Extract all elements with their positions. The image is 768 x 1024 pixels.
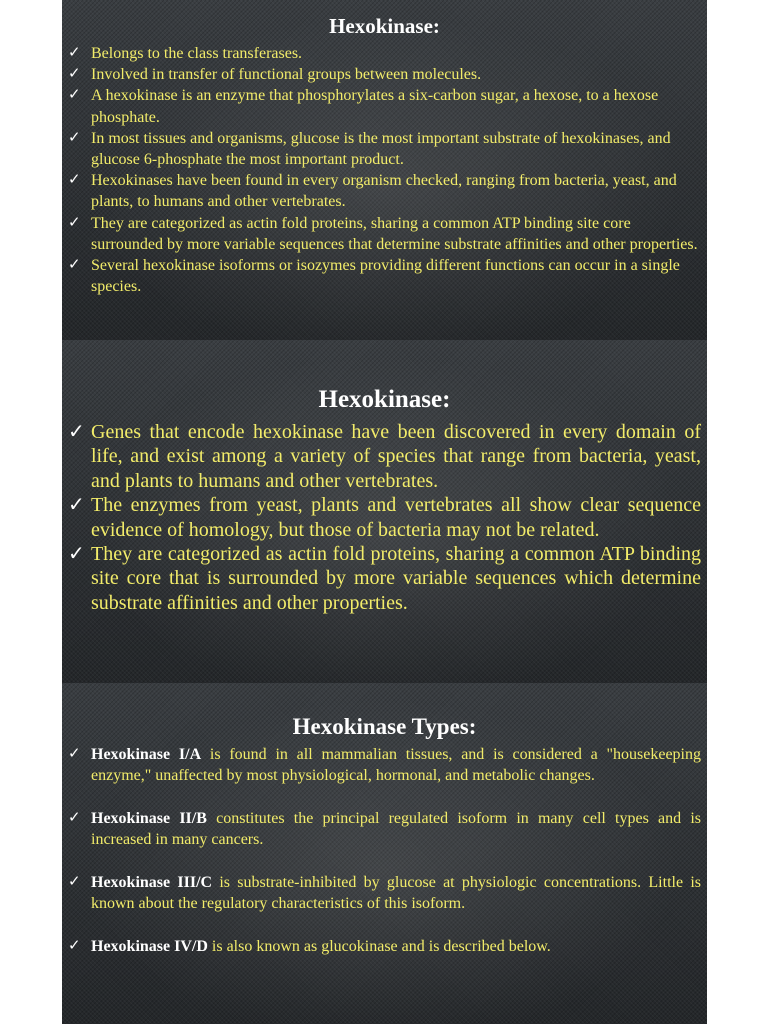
checkmark-icon: ✓ — [68, 421, 85, 443]
checkmark-icon: ✓ — [68, 494, 85, 517]
isoform-description: is also known as glucokinase and is described below. — [207, 938, 551, 955]
checkmark-icon: ✓ — [68, 129, 81, 146]
list-item — [68, 542, 701, 615]
list-item — [68, 170, 701, 212]
slide-title: Hexokinase Types: — [292, 714, 477, 739]
list-item — [68, 493, 701, 542]
checkmark-icon: ✓ — [68, 938, 81, 954]
list-item — [68, 420, 701, 493]
list-item-text: In most tissues and organisms, glucose is the most important substrate of hexokinases, and glucose 6-phosphate the most important product. — [91, 129, 671, 169]
isoform-description: is substrate-inhibited by glucose at physiologic concentrations. Little is known about the regulatory characteristics of this isoform. — [91, 874, 702, 912]
list-item-text: Involved in transfer of functional groups between molecules. — [91, 66, 482, 84]
checkmark-icon: ✓ — [68, 87, 81, 104]
list-item-text: Several hexokinase isoforms or isozymes providing different functions can occur in a single species. — [91, 257, 680, 296]
isoform-term: Hexokinase I/A — [91, 746, 202, 763]
document-page — [62, 0, 707, 1024]
list-item — [68, 808, 701, 850]
checkmark-icon: ✓ — [68, 746, 81, 762]
checkmark-icon: ✓ — [68, 45, 81, 61]
list-item — [68, 128, 701, 170]
slide-hexokinase-overview — [62, 0, 707, 340]
list-item-text: They are categorized as actin fold proteins, sharing a common ATP binding site core surrounded by more variable sequences that determine substrate affinities and other properties. — [91, 214, 698, 253]
slide-title: Hexokinase: — [318, 386, 451, 413]
isoform-term: Hexokinase II/B — [91, 810, 207, 827]
isoform-description: is found in all mammalian tissues, and is considered a "housekeeping enzyme," unaffected by most physiological, hormonal, and metabolic changes. — [91, 746, 702, 784]
bullet-list — [62, 742, 707, 957]
list-item — [68, 85, 701, 127]
bullet-list — [62, 39, 707, 297]
list-item-text: Genes that encode hexokinase have been discovered in every domain of life, and exist among a variety of species that range from bacteria, yeast, and plants to humans and other vertebrates. — [91, 421, 701, 492]
checkmark-icon: ✓ — [68, 214, 81, 231]
list-item-text: Belongs to the class transferases. — [91, 45, 303, 62]
list-item — [68, 936, 701, 957]
isoform-term: Hexokinase III/C — [91, 874, 213, 891]
slide-title: Hexokinase: — [329, 14, 440, 38]
checkmark-icon: ✓ — [68, 543, 85, 566]
bullet-list — [62, 416, 707, 615]
checkmark-icon: ✓ — [68, 66, 81, 83]
checkmark-icon: ✓ — [68, 810, 81, 826]
list-item — [68, 213, 701, 255]
slide-hexokinase-types — [62, 683, 707, 1024]
list-item-text: They are categorized as actin fold proteins, sharing a common ATP binding site core that is surrounded by more variable sequences which determine substrate affinities and other properties. — [91, 543, 701, 614]
checkmark-icon: ✓ — [68, 257, 81, 274]
list-item — [68, 744, 701, 786]
checkmark-icon: ✓ — [68, 172, 81, 189]
isoform-term: Hexokinase IV/D — [91, 938, 208, 955]
list-item — [68, 872, 701, 914]
checkmark-icon: ✓ — [68, 874, 81, 890]
list-item — [68, 255, 701, 297]
list-item-text: Hexokinases have been found in every organism checked, ranging from bacteria, yeast, and plants, to humans and other vertebrates. — [91, 172, 677, 211]
list-item-text: The enzymes from yeast, plants and vertebrates all show clear sequence evidence of homology, but those of bacteria may not be related. — [91, 494, 701, 541]
isoform-description: constitutes the principal regulated isoform in many cell types and is increased in many cancers. — [91, 810, 702, 848]
list-item — [68, 43, 701, 64]
slide-hexokinase-genes — [62, 340, 707, 683]
list-item-text: A hexokinase is an enzyme that phosphorylates a six-carbon sugar, a hexose, to a hexose phosphate. — [91, 87, 659, 126]
list-item — [68, 64, 701, 85]
